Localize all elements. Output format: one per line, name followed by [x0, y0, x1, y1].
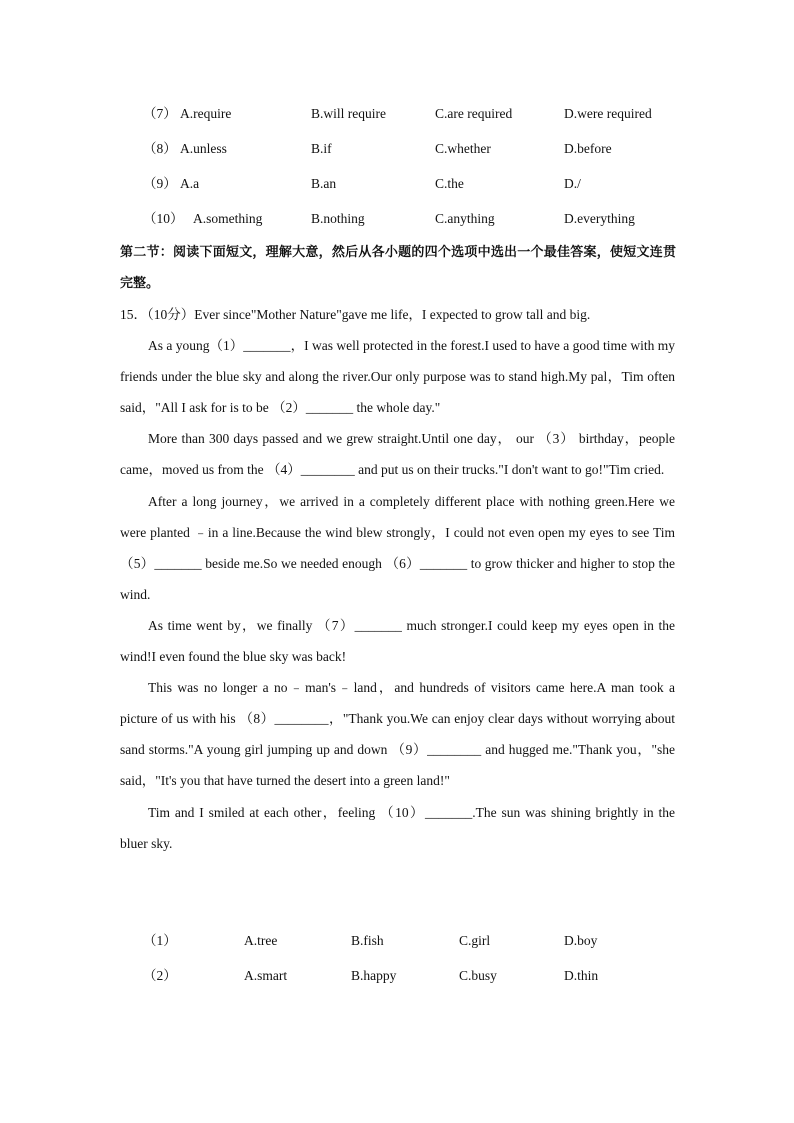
option-row-1 [0, 931, 794, 951]
option-d: D.were required [564, 106, 652, 121]
option-b: B.happy [351, 968, 397, 983]
option-c: C.busy [459, 968, 497, 983]
option-a: A.tree [244, 933, 278, 948]
option-c: C.girl [459, 933, 491, 948]
option-d: D.thin [564, 968, 599, 983]
question-number: （9） [143, 176, 177, 191]
passage-paragraph: More than 300 days passed and we grew straight.Until one day， our （3） birthday，people came，moved us from the （4）________ and put us on their trucks."I don't want to go!"Tim cried. [120, 431, 675, 478]
option-d: D.before [564, 141, 612, 156]
passage-paragraph: As a young（1）_______，I was well protected in the forest.I used to have a good time with my friends under the blue sky and along the river.Our only purpose was to stand high.My pal，Tim often said，"All I ask for is to be （2）_______ the whole day." [120, 338, 675, 416]
question-number: （1） [143, 933, 177, 948]
question-number: （2） [143, 968, 177, 983]
option-c: C.whether [435, 141, 491, 156]
reading-passage [120, 299, 675, 859]
option-b: B.fish [351, 933, 384, 948]
passage-paragraph: Tim and I smiled at each other，feeling （10）_______.The sun was shining brightly in the bluer sky. [120, 804, 675, 851]
option-d: D.boy [564, 933, 598, 948]
option-row-7 [0, 104, 794, 124]
option-c: C.are required [435, 106, 513, 121]
option-d: D./ [564, 176, 581, 191]
option-a: A.smart [244, 968, 288, 983]
section-title: 第二节：阅读下面短文，理解大意，然后从各小题的四个选项中选出一个最佳答案，使短文连贯完整。 [120, 245, 676, 291]
option-a: A.unless [180, 141, 227, 156]
passage-paragraph: After a long journey，we arrived in a completely different place with nothing green.Here we were planted ﹣in a line.Because the wind blew strongly，I could not even open my eyes to see Tim （5）_______ beside me.So we needed enough （6）_______ to grow thicker and higher to stop the wind. [120, 493, 675, 602]
option-row-2 [0, 966, 794, 986]
passage-paragraph-intro: 15．（10分）Ever since"Mother Nature"gave me life，I expected to grow tall and big. [120, 307, 591, 322]
option-b: B.nothing [311, 211, 365, 226]
option-row-10 [0, 209, 794, 229]
option-c: C.the [435, 176, 464, 191]
question-number: （8） [143, 141, 177, 156]
question-number: （10） [143, 211, 184, 226]
option-b: B.an [311, 176, 337, 191]
option-a: A.something [193, 211, 263, 226]
option-c: C.anything [435, 211, 495, 226]
question-number: （7） [143, 106, 177, 121]
option-a: A.a [180, 176, 200, 191]
option-row-9 [0, 174, 794, 194]
passage-paragraph: This was no longer a no﹣man's﹣land，and hundreds of visitors came here.A man took a picture of us with his （8）________，"Thank you.We can enjoy clear days without worrying about sand storms."A young girl jumping up and down （9）________ and hugged me."Thank you，"she said，"It's you that have turned the desert into a green land!" [120, 680, 675, 789]
passage-paragraph: As time went by，we finally （7）_______ much stronger.I could keep my eyes open in the wind!I even found the blue sky was back! [120, 617, 675, 665]
option-row-8 [0, 139, 794, 159]
option-d: D.everything [564, 211, 635, 226]
option-b: B.will require [311, 106, 386, 121]
option-a: A.require [180, 106, 232, 121]
option-b: B.if [311, 141, 332, 156]
